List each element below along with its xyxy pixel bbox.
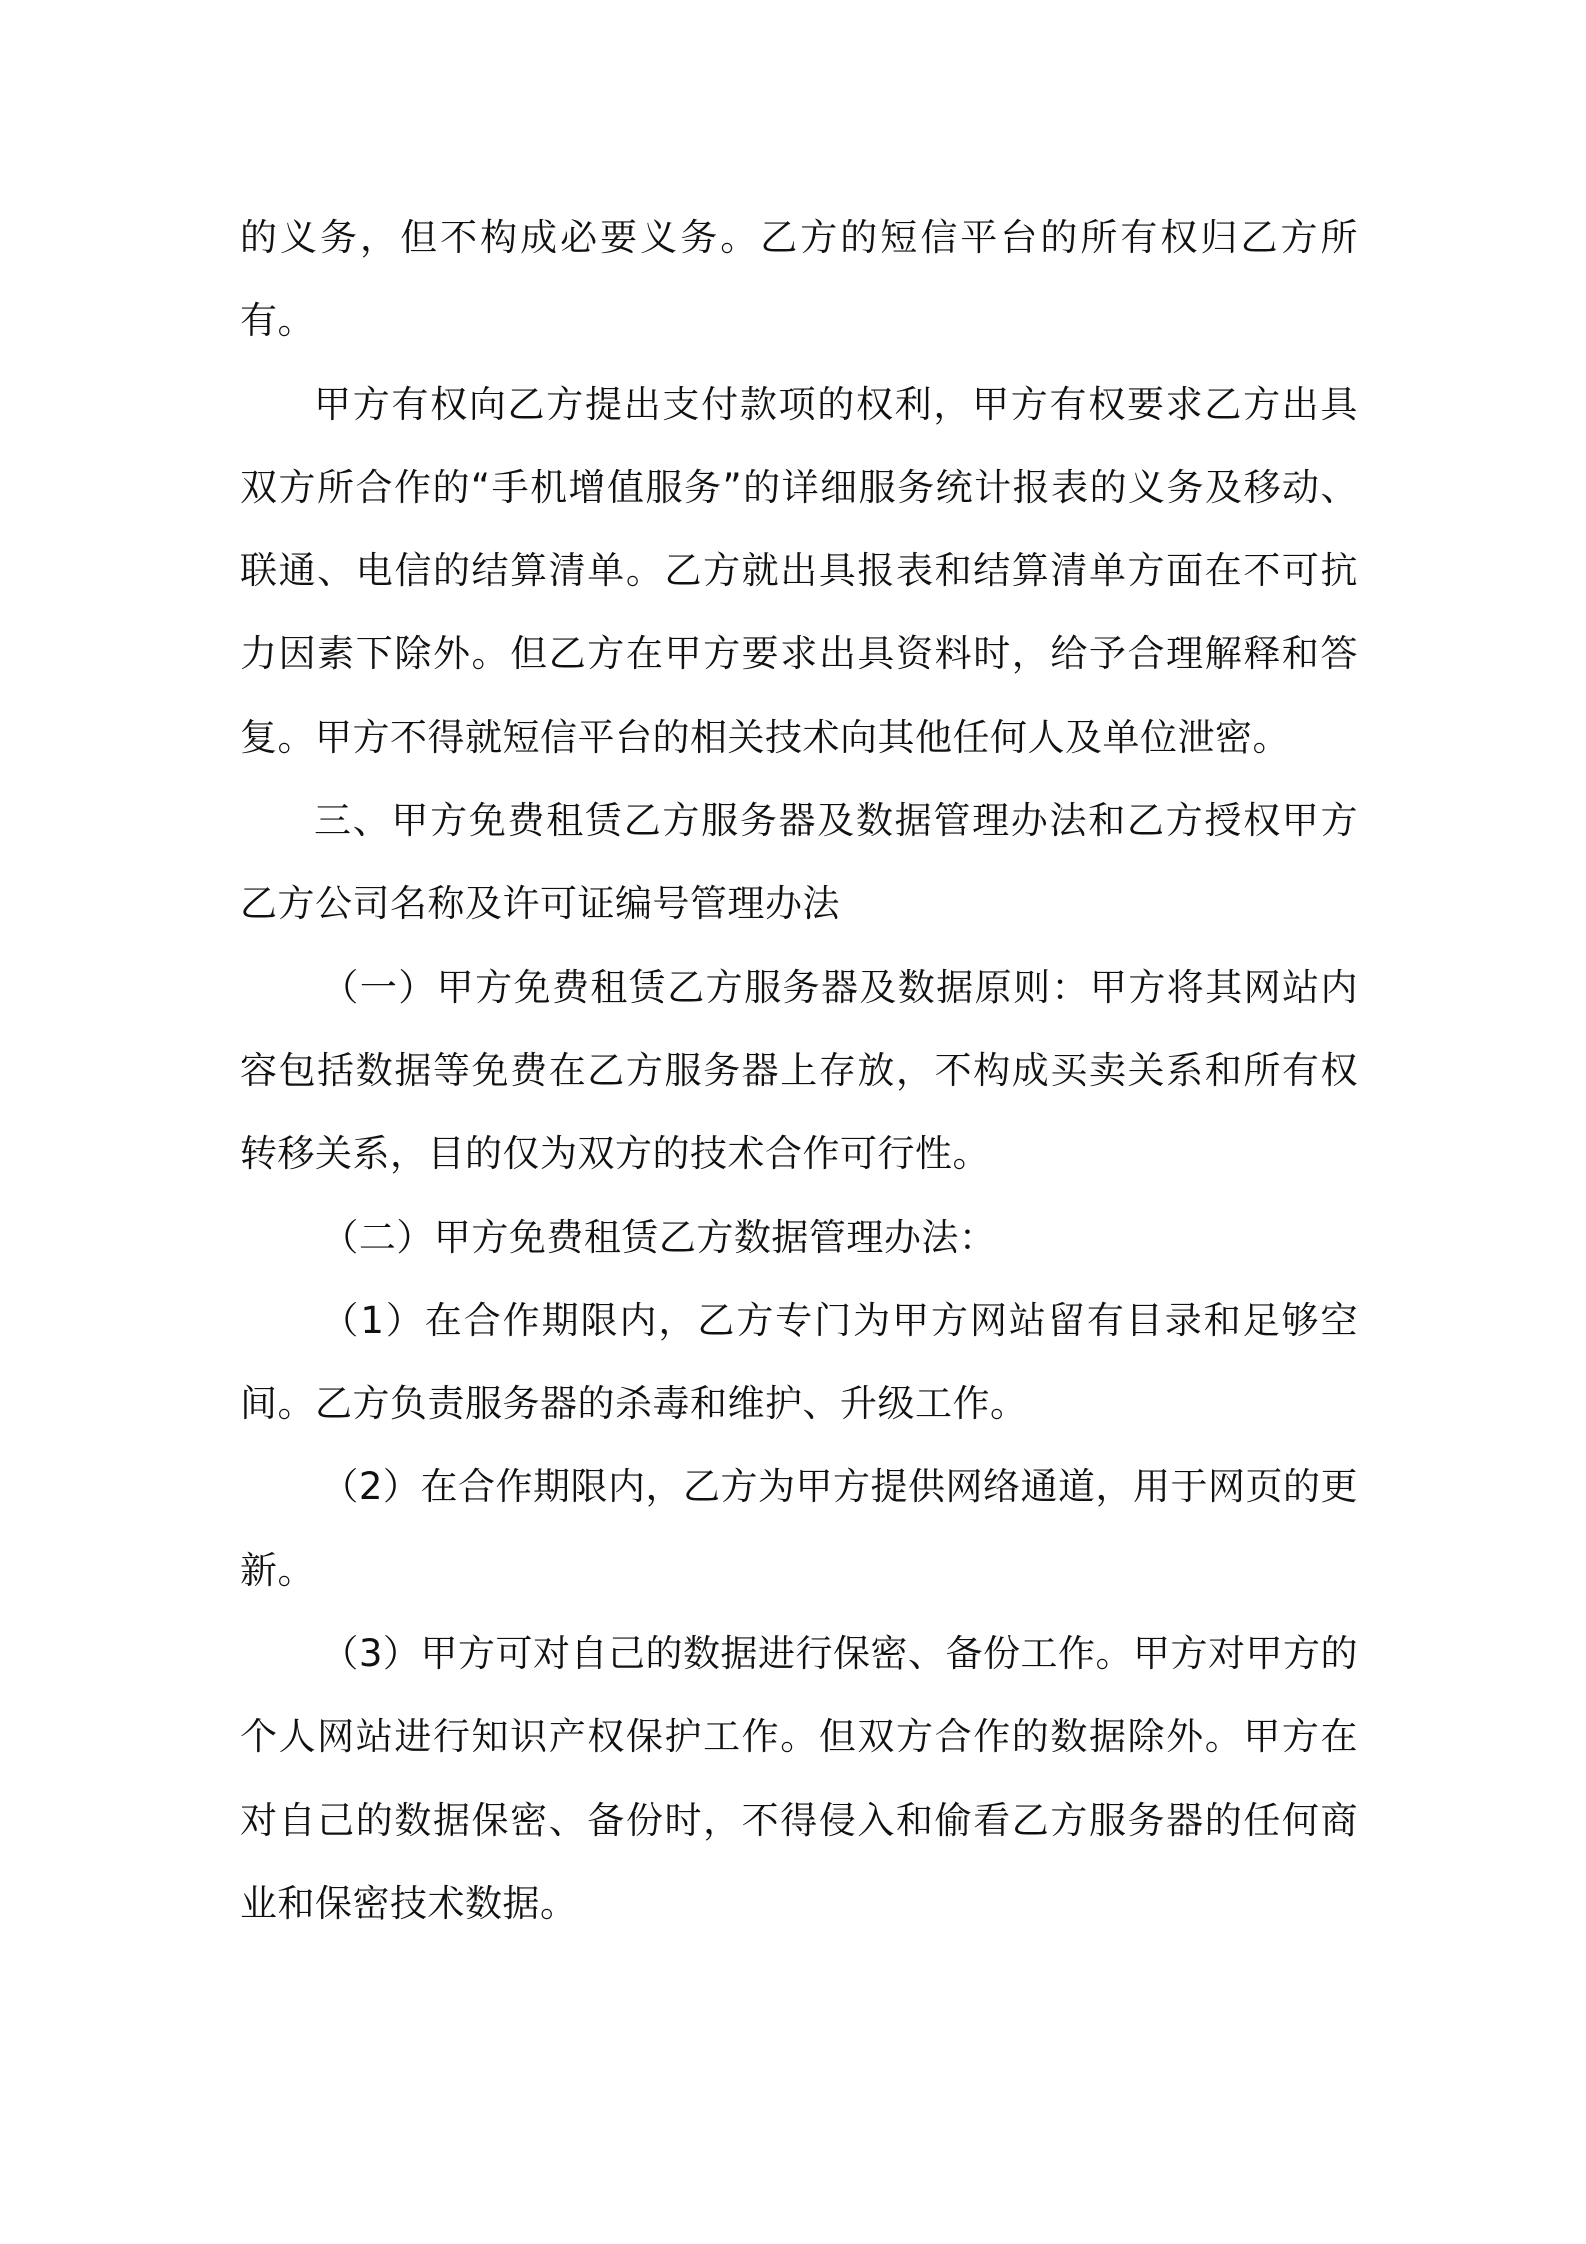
list-item-2: （2）在合作期限内，乙方为甲方提供网络通道，用于网页的更新。 [240,1465,1358,1592]
section-heading-three: 三、甲方免费租赁乙方服务器及数据管理办法和乙方授权甲方乙方公司名称及许可证编号管理办法 [240,799,1358,926]
paragraph-data-management-heading: （二）甲方免费租赁乙方数据管理办法： [321,1215,997,1259]
list-item-3: （3）甲方可对自己的数据进行保密、备份工作。甲方对甲方的个人网站进行知识产权保护工作。但双方合作的数据除外。甲方在对自己的数据保密、备份时，不得侵入和偷看乙方服务器的任何商业和保密技术数据。 [240,1632,1358,1925]
paragraph-party-a-rights: 甲方有权向乙方提出支付款项的权利，甲方有权要求乙方出具双方所合作的“手机增值服务”的详细服务统计报表的义务及移动、联通、电信的结算清单。乙方就出具报表和结算清单方面在不可抗力因素下除外。但乙方在甲方要求出具资料时，给予合理解释和答复。甲方不得就短信平台的相关技术向其他任何人及单位泄密。 [240,382,1358,759]
paragraph-lease-principle: （一）甲方免费租赁乙方服务器及数据原则：甲方将其网站内容包括数据等免费在乙方服务器上存放，不构成买卖关系和所有权转移关系，目的仅为双方的技术合作可行性。 [240,965,1358,1176]
list-item-1: （1）在合作期限内，乙方专门为甲方网站留有目录和足够空间。乙方负责服务器的杀毒和维护、升级工作。 [240,1298,1358,1426]
document-body [240,196,1358,1945]
paragraph-obligation-end: 的义务，但不构成必要义务。乙方的短信平台的所有权归乙方所有。 [240,216,1358,343]
